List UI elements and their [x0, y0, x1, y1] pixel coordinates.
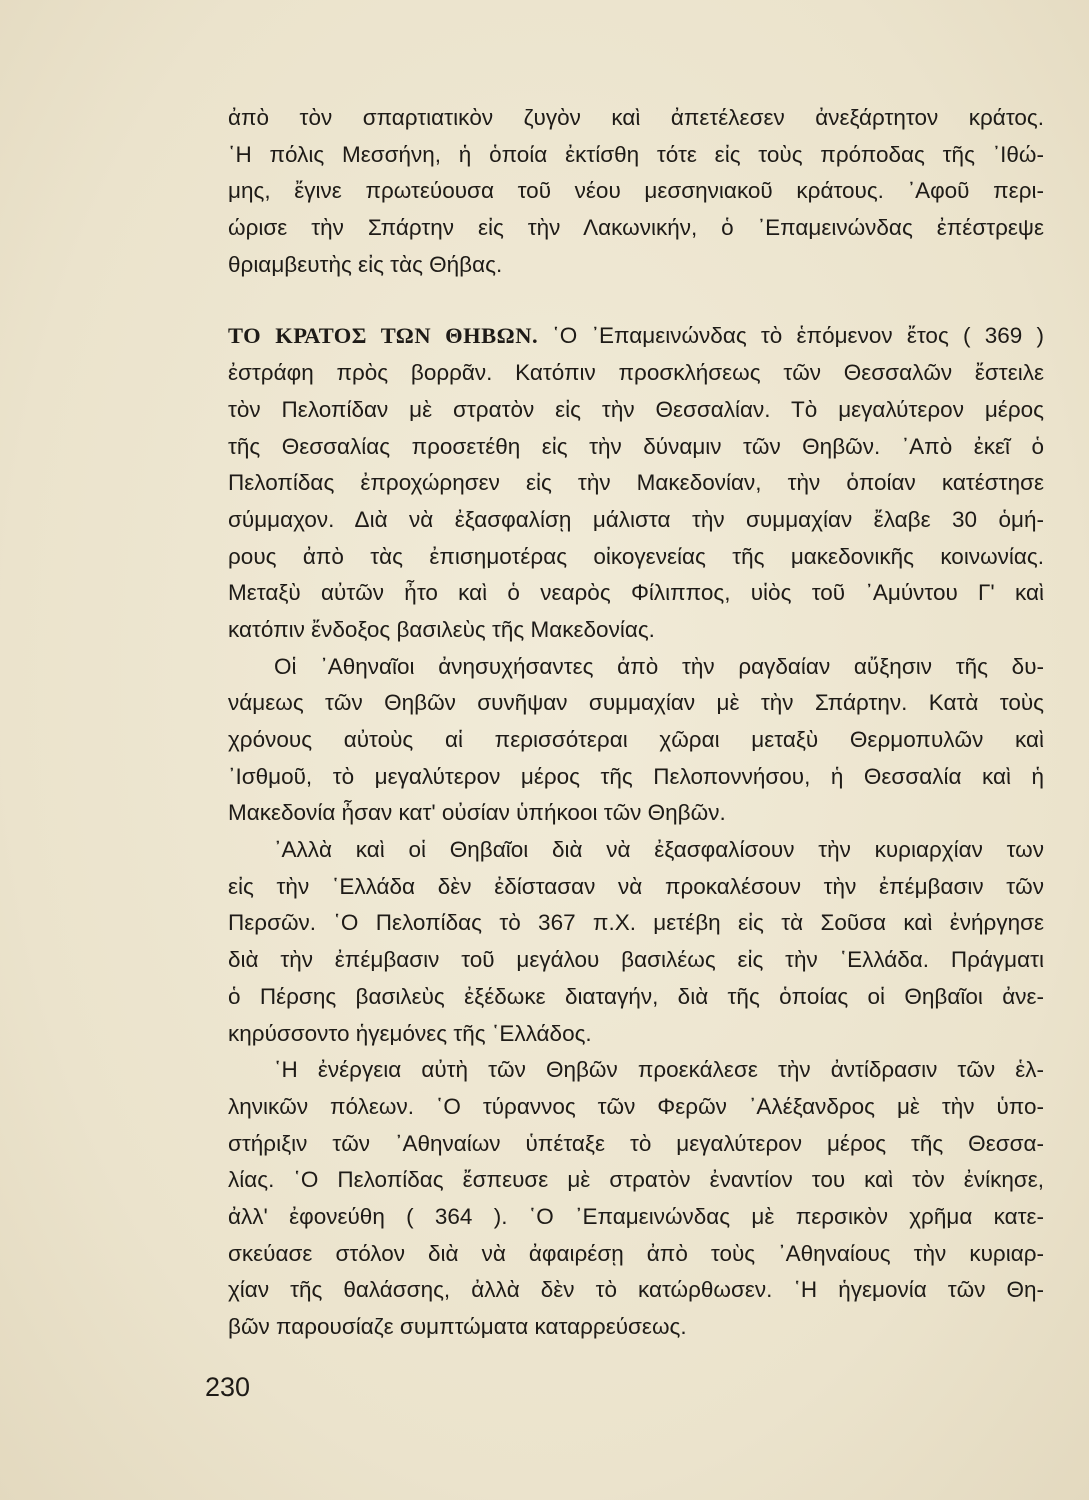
section-heading: ΤΟ ΚΡΑΤΟΣ ΤΩΝ ΘΗΒΩΝ. [228, 323, 539, 349]
page-text [228, 100, 1044, 1346]
text-line: ῾Η πόλις Μεσσήνη, ἡ ὁποία ἐκτίσθη τότε εἰς τοὺς πρόποδας τῆς ᾿Ιθώ- [228, 141, 1044, 167]
text-line: διὰ τὴν ἐπέμβασιν τοῦ μεγάλου βασιλέως εἰς τὴν ῾Ελλάδα. Πράγματι [228, 947, 1044, 973]
text-line: κατόπιν ἔνδοξος βασιλεὺς τῆς Μακεδονίας. [228, 616, 655, 642]
text-line: ἀλλ' ἐφονεύθη ( 364 ). ῾Ο ᾿Επαμεινώνδας μὲ περσικὸν χρῆμα κατε- [228, 1203, 1044, 1229]
text-line: ῾Η ἐνέργεια αὐτὴ τῶν Θηβῶν προεκάλεσε τὴν ἀντίδρασιν τῶν ἑλ- [274, 1057, 1044, 1083]
text-line: νάμεως τῶν Θηβῶν συνῆψαν συμμαχίαν μὲ τὴν Σπάρτην. Κατὰ τοὺς [228, 690, 1044, 716]
text-line: λίας. ῾Ο Πελοπίδας ἔσπευσε μὲ στρατὸν ἐναντίον του καὶ τὸν ἐνίκησε, [228, 1167, 1044, 1193]
page-number: 230 [205, 1372, 251, 1402]
text-line: Μεταξὺ αὐτῶν ἦτο καὶ ὁ νεαρὸς Φίλιππος, υἱὸς τοῦ ᾿Αμύντου Γ' καὶ [228, 580, 1044, 606]
text-line: σύμμαχον. Διὰ νὰ ἐξασφαλίσῃ μάλιστα τὴν συμμαχίαν ἔλαβε 30 ὁμή- [228, 506, 1044, 532]
paragraph [228, 832, 1044, 1052]
text-line: χίαν τῆς θαλάσσης, ἀλλὰ δὲν τὸ κατώρθωσεν. ῾Η ἡγεμονία τῶν Θη- [228, 1277, 1044, 1303]
text-line: ρους ἀπὸ τὰς ἐπισημοτέρας οἰκογενείας τῆς μακεδονικῆς κοινωνίας. [228, 543, 1044, 569]
text-line: ᾿Ισθμοῦ, τὸ μεγαλύτερον μέρος τῆς Πελοποννήσου, ἡ Θεσσαλία καὶ ἡ [228, 763, 1044, 789]
text-line: εἰς τὴν ῾Ελλάδα δὲν ἐδίστασαν νὰ προκαλέσουν τὴν ἐπέμβασιν τῶν [228, 873, 1044, 899]
text-line: Οἱ ᾿Αθηναῖοι ἀνησυχήσαντες ἀπὸ τὴν ραγδαίαν αὔξησιν τῆς δυ- [274, 653, 1044, 679]
text-line: ληνικῶν πόλεων. ῾Ο τύραννος τῶν Φερῶν ᾿Αλέξανδρος μὲ τὴν ὑπο- [228, 1093, 1044, 1119]
text-line: χρόνους αὐτοὺς αἱ περισσότεραι χῶραι μεταξὺ Θερμοπυλῶν καὶ [228, 727, 1044, 752]
text-line: κηρύσσοντο ἡγεμόνες τῆς ῾Ελλάδος. [228, 1020, 592, 1046]
paragraph [228, 100, 1044, 283]
text-line: τῆς Θεσσαλίας προσετέθη εἰς τὴν δύναμιν τῶν Θηβῶν. ᾿Απὸ ἐκεῖ ὁ [228, 433, 1044, 459]
text-line: στήριξιν τῶν ᾿Αθηναίων ὑπέταξε τὸ μεγαλύτερον μέρος τῆς Θεσσα- [228, 1130, 1044, 1156]
paragraph [228, 1052, 1044, 1346]
text-line: ἐστράφη πρὸς βορρᾶν. Κατόπιν προσκλήσεως τῶν Θεσσαλῶν ἔστειλε [228, 360, 1044, 386]
paragraph [228, 318, 1044, 648]
text-line: Περσῶν. ῾Ο Πελοπίδας τὸ 367 π.Χ. μετέβη εἰς τὰ Σοῦσα καὶ ἐνήργησε [228, 910, 1044, 936]
text-line: τὸν Πελοπίδαν μὲ στρατὸν εἰς τὴν Θεσσαλίαν. Τὸ μεγαλύτερον μέρος [228, 396, 1044, 422]
paragraph [228, 649, 1044, 832]
text-line: ἀπὸ τὸν σπαρτιατικὸν ζυγὸν καὶ ἀπετέλεσεν ἀνεξάρτητον κράτος. [228, 105, 1044, 130]
text-line-content: ῾Ο ᾿Επαμεινώνδας τὸ ἑπόμενον ἔτος ( 369 ) [538, 323, 1044, 349]
text-line: βῶν παρουσίαζε συμπτώματα καταρρεύσεως. [228, 1314, 687, 1339]
paragraph-gap [228, 283, 1044, 318]
text-line: ὁ Πέρσης βασιλεὺς ἐξέδωκε διαταγήν, διὰ τῆς ὁποίας οἱ Θηβαῖοι ἀνε- [228, 983, 1044, 1009]
text-line: σκεύασε στόλον διὰ νὰ ἀφαιρέσῃ ἀπὸ τοὺς ᾿Αθηναίους τὴν κυριαρ- [228, 1240, 1044, 1266]
text-line: Πελοπίδας ἐπροχώρησεν εἰς τὴν Μακεδονίαν, τὴν ὁποίαν κατέστησε [228, 470, 1044, 496]
text-line: μης, ἔγινε πρωτεύουσα τοῦ νέου μεσσηνιακοῦ κράτους. ᾿Αφοῦ περι- [228, 178, 1044, 204]
text-line [228, 318, 1044, 355]
text-line: Μακεδονία ἦσαν κατ' οὐσίαν ὑπήκοοι τῶν Θηβῶν. [228, 800, 726, 826]
text-line: θριαμβευτὴς εἰς τὰς Θήβας. [228, 251, 503, 277]
text-line: ώρισε τὴν Σπάρτην εἰς τὴν Λακωνικήν, ὁ ᾿Επαμεινώνδας ἐπέστρεψε [228, 215, 1044, 241]
text-line: ᾿Αλλὰ καὶ οἱ Θηβαῖοι διὰ νὰ ἐξασφαλίσουν τὴν κυριαρχίαν των [274, 837, 1044, 863]
